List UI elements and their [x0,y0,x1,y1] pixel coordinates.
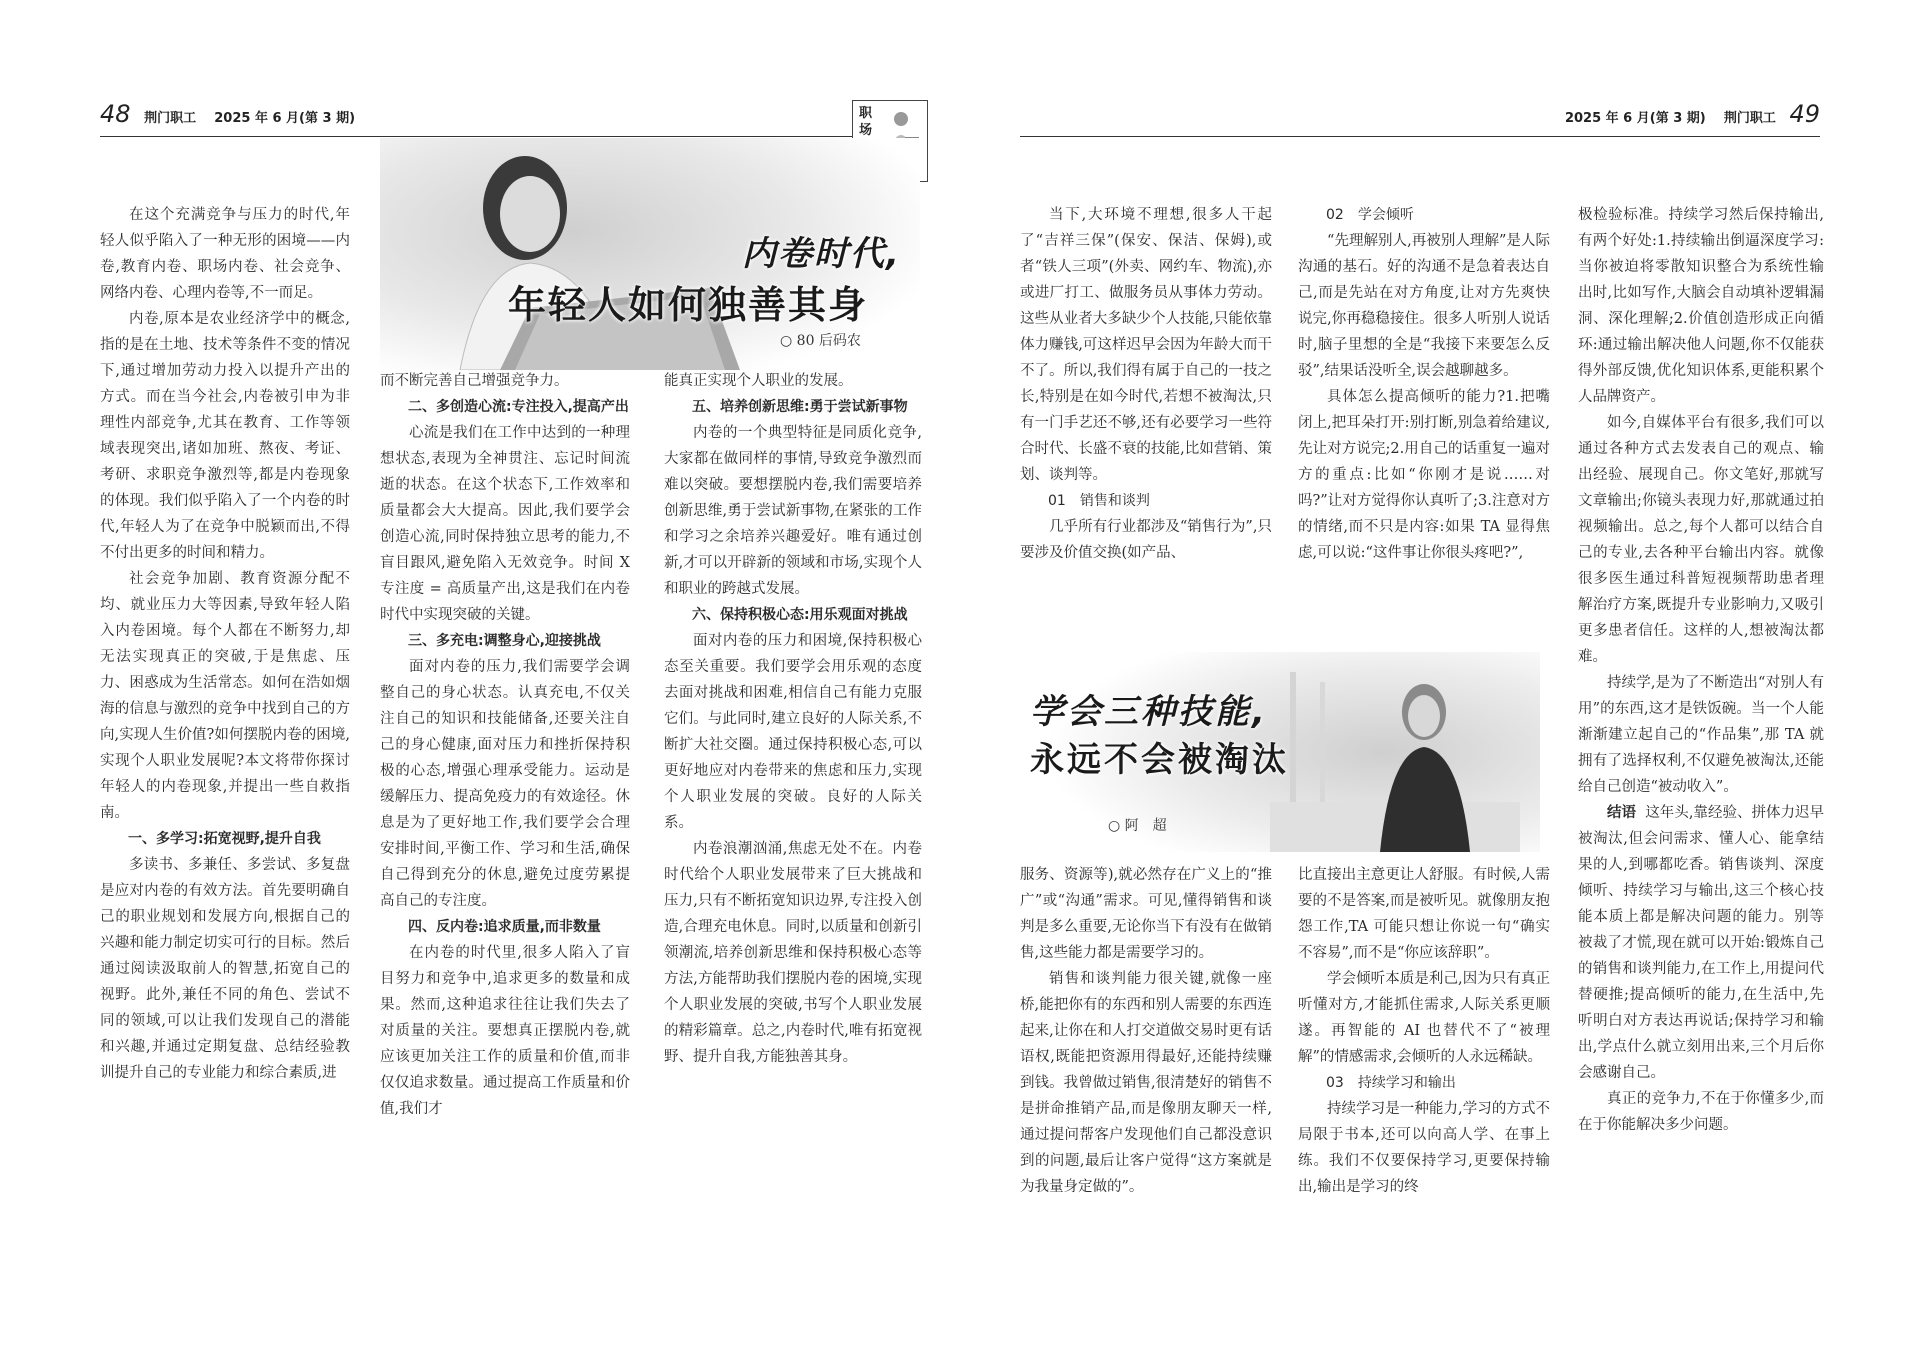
article1-paragraph: 面对内卷的压力,我们需要学会调整自己的身心状态。认真充电,不仅关注自己的知识和技能储备,还要关注自己的身心健康,面对压力和挫折保持积极的心态,增强心理承受能力。运动是缓解压力、提高免疫力的有效途径。休息是为了更好地工作,我们要学会合理安排时间,平衡工作、学习和生活,确保自己得到充分的休息,避免过度劳累提高自己的专注度。 [380,659,630,909]
conclusion-label: 结语 [1607,805,1637,821]
article2-conclusion [1578,800,1824,1086]
article2-paragraph: 当下,大环境不理想,很多人干起了“吉祥三保”(保安、保洁、保姆),或者“铁人三项”(外卖、网约车、物流),亦或进厂打工、做服务员从事体力劳动。这些从业者大多缺少个人技能,只能依靠体力赚钱,可这样迟早会因为年龄大而干不了。所以,我们得有属于自己的一技之长,特别是在如今时代,若想不被淘汰,只有一门手艺还不够,还有必要学习一些符合时代、长盛不衰的技能,比如营销、策划、谈判等。 [1020,207,1272,483]
article2-column-2-bottom [1298,862,1550,1200]
right-magazine-name: 荆门职工 [1723,111,1776,126]
article2-paragraph: 比直接出主意更让人舒服。有时候,人需要的不是答案,而是被听见。就像朋友抱怨工作,TA 可能只想让你说一句“确实不容易”,而不是“你应该辞职”。 [1298,867,1550,961]
article2-column-1-top [1020,202,1272,566]
article1-heading-5: 五、培养创新思维:勇于尝试新事物 [692,399,908,415]
article2-paragraph: 持续学,是为了不断造出“对别人有用”的东西,这才是铁饭碗。当一个人能渐渐建立起自己的“作品集”,那 TA 就拥有了选择权利,不仅避免被淘汰,还能给自己创造“被动收入”。 [1578,675,1824,795]
article1-heading-1: 一、多学习:拓宽视野,提升自我 [128,831,321,847]
left-magazine-name: 荆门职工 [144,111,197,126]
article2-paragraph: 学会倾听本质是利己,因为只有真正听懂对方,才能抓住需求,人际关系更顺遂。再智能的 AI 也替代不了“被理解”的情感需求,会倾听的人永远稀缺。 [1298,971,1550,1065]
article2-column-1-bottom [1020,862,1272,1200]
article2-column-3 [1578,202,1824,1138]
right-page-header [1565,100,1820,128]
article1-paragraph: 而不断完善自己增强竞争力。 [380,373,569,389]
article1-heading-4: 四、反内卷:追求质量,而非数量 [408,919,601,935]
right-issue-date: 2025 年 6 月(第 3 期) [1564,111,1706,126]
article1-paragraph: 内卷,原本是农业经济学中的概念,指的是在土地、技术等条件不变的情况下,通过增加劳动力投入以提升产出的方式。而在当今社会,内卷被引申为非理性内部竞争,尤其在教育、工作等领域表现突出,诸如加班、熬夜、考证、考研、求职竞争激烈等,都是内卷现象的体现。我们似乎陷入了一个内卷的时代,年轻人为了在竞争中脱颖而出,不得不付出更多的时间和精力。 [100,311,350,561]
article1-paragraph: 多读书、多兼任、多尝试、多复盘是应对内卷的有效方法。首先要明确自己的职业规划和发展方向,根据自己的兴趣和能力制定切实可行的目标。然后通过阅读汲取前人的智慧,拓宽自己的视野。此外,兼任不同的角色、尝试不同的领域,可以让我们发现自己的潜能和兴趣,并通过定期复盘、总结经验教训提升自己的专业能力和综合素质,进 [100,857,350,1081]
article1-byline: ○ 80 后码农 [780,333,861,349]
article1-heading-3: 三、多充电:调整身心,迎接挑战 [408,633,601,649]
article2-paragraph: 几乎所有行业都涉及“销售行为”,只要涉及价值交换(如产品、 [1020,519,1272,561]
article1-paragraph: 能真正实现个人职业的发展。 [664,373,853,389]
article2-paragraph: 真正的竞争力,不在于你懂多少,而在于你能解决多少问题。 [1578,1091,1824,1133]
conclusion-text: 这年头,靠经验、拼体力迟早被淘汰,但会问需求、懂人心、能拿结果的人,到哪都吃香。销售谈判、深度倾听、持续学习与输出,这三个核心技能本质上都是解决问题的能力。别等被裁了才慌,现在就可以开始:锻炼自己的销售和谈判能力,在工作上,用提问代替硬推;提高倾听的能力,在生活中,先听明白对方表达再说话;保持学习和输出,学点什么就立刻用出来,三个月后你会感谢自己。 [1578,805,1825,1081]
article1-column-1 [100,202,350,1086]
article2-paragraph: 具体怎么提高倾听的能力?1.把嘴闭上,把耳朵打开:别打断,别急着给建议,先让对方说完;2.用自己的话重复一遍对方的重点:比如“你刚才是说……对吗?”让对方觉得你认真听了;3.注意对方的情绪,而不只是内容:如果 TA 显得焦虑,可以说:“这件事让你很头疼吧?”, [1298,389,1550,561]
right-header-rule [1020,136,1820,137]
article2-paragraph: 持续学习是一种能力,学习的方式不局限于书本,还可以向高人学、在事上练。我们不仅要保持学习,更要保持输出,输出是学习的终 [1298,1101,1550,1195]
left-issue-date: 2025 年 6 月(第 3 期) [214,111,356,126]
article1-heading-2: 二、多创造心流:专注投入,提高产出 [408,399,629,415]
article2-section-03: 03 持续学习和输出 [1326,1075,1456,1091]
article2-paragraph: 极检验标准。持续学习然后保持输出,有两个好处:1.持续输出倒逼深度学习:当你被迫将零散知识整合为系统性输出时,比如写作,大脑会自动填补逻辑漏洞、深化理解;2.价值创造形成正向循环:通过输出解决他人问题,你不仅能获得外部反馈,优化知识体系,更能积累个人品牌资产。 [1578,207,1824,405]
article1-paragraph: 在这个充满竞争与压力的时代,年轻人似乎陷入了一种无形的困境——内卷,教育内卷、职场内卷、社会竞争、网络内卷、心理内卷等,不一而足。 [100,207,350,301]
article1-paragraph: 心流是我们在工作中达到的一种理想状态,表现为全神贯注、忘记时间流逝的状态。在这个状态下,工作效率和质量都会大大提高。因此,我们要学会创造心流,同时保持独立思考的能力,不盲目跟风,避免陷入无效竞争。时间 X 专注度 = 高质量产出,这是我们在内卷时代中实现突破的关键。 [380,425,630,623]
article2-paragraph: 服务、资源等),就必然存在广义上的“推广”或“沟通”需求。可见,懂得销售和谈判是多么重要,无论你当下有没有在做销售,这些能力都是需要学习的。 [1020,867,1272,961]
article2-section-02: 02 学会倾听 [1326,207,1414,223]
left-header-rule [100,136,928,137]
article2-paragraph: 销售和谈判能力很关键,就像一座桥,能把你有的东西和别人需要的东西连起来,让你在和人打交道做交易时更有话语权,既能把资源用得最好,还能持续赚到钱。我曾做过销售,很清楚好的销售不是拼命推销产品,而是像朋友聊天一样,通过提问帮客户发现他们自己都没意识到的问题,最后让客户觉得“这方案就是为我量身定做的”。 [1020,971,1272,1195]
article2-section-01: 01 销售和谈判 [1048,493,1150,509]
article1-paragraph: 内卷的一个典型特征是同质化竞争,大家都在做同样的事情,导致竞争激烈而难以突破。要想摆脱内卷,我们需要培养创新思维,勇于尝试新事物,在紧张的工作和学习之余培养兴趣爱好。唯有通过创新,才可以开辟新的领域和市场,实现个人和职业的跨越式发展。 [664,425,922,597]
article2-title-line2: 永远不会被淘汰 [1030,740,1289,780]
article2-title-line1: 学会三种技能, [1030,692,1268,732]
article1-title-line1: 内卷时代, [742,234,901,274]
article1-paragraph: 内卷浪潮汹涌,焦虑无处不在。内卷时代给个人职业发展带来了巨大挑战和压力,只有不断拓宽知识边界,专注投入创造,合理充电休息。同时,以质量和创新引领潮流,培养创新思维和保持积极心态等方法,方能帮助我们摆脱内卷的困境,实现个人职业发展的突破,书写个人职业发展的精彩篇章。总之,内卷时代,唯有拓宽视野、提升自我,方能独善其身。 [664,841,922,1065]
article1-column-2 [380,368,630,1122]
article1-paragraph: 面对内卷的压力和困境,保持积极心态至关重要。我们要学会用乐观的态度去面对挑战和困难,相信自己有能力克服它们。与此同时,建立良好的人际关系,不断扩大社交圈。通过保持积极心态,可以更好地应对内卷带来的焦虑和压力,实现个人职业发展的突破。良好的人际关系。 [664,633,922,831]
left-page-header [100,100,355,128]
article1-paragraph: 社会竞争加剧、教育资源分配不均、就业压力大等因素,导致年轻人陷入内卷困境。每个人都在不断努力,却无法实现真正的突破,于是焦虑、压力、困惑成为生活常态。如何在浩如烟海的信息与激烈的竞争中找到自己的方向,实现人生价值?如何摆脱内卷的困境,实现个人职业发展呢?本文将带你探讨年轻人的内卷现象,并提出一些自救指南。 [100,571,350,821]
article1-heading-6: 六、保持积极心态:用乐观面对挑战 [692,607,908,623]
right-page-number: 49 [1789,100,1820,128]
article1-title-line2: 年轻人如何独善其身 [508,283,869,327]
article2-paragraph: 如今,自媒体平台有很多,我们可以通过各种方式去发表自己的观点、输出经验、展现自己。你文笔好,那就写文章输出;你镜头表现力好,那就通过拍视频输出。总之,每个人都可以结合自己的专业,去各种平台输出内容。就像很多医生通过科普短视频帮助患者理解治疗方案,既提升专业影响力,又吸引更多患者信任。这样的人,想被淘汰都难。 [1578,415,1824,665]
badge-label: 职场 [859,106,873,138]
article2-paragraph: “先理解别人,再被别人理解”是人际沟通的基石。好的沟通不是急着表达自己,而是先站在对方角度,让对方先爽快说完,你再稳稳接住。很多人听别人说话时,脑子里想的全是“我接下来要怎么反驳”,结果话没听全,误会越聊越多。 [1298,233,1550,379]
left-page-number: 48 [100,100,131,128]
article1-paragraph: 在内卷的时代里,很多人陷入了盲目努力和竞争中,追求更多的数量和成果。然而,这种追求往往让我们失去了对质量的关注。要想真正摆脱内卷,就应该更加关注工作的质量和价值,而非仅仅追求数量。通过提高工作质量和价值,我们才 [380,945,630,1117]
article2-column-2-top [1298,202,1550,566]
article2-byline: ○ 阿 超 [1108,818,1167,834]
article1-column-3 [664,368,922,1070]
